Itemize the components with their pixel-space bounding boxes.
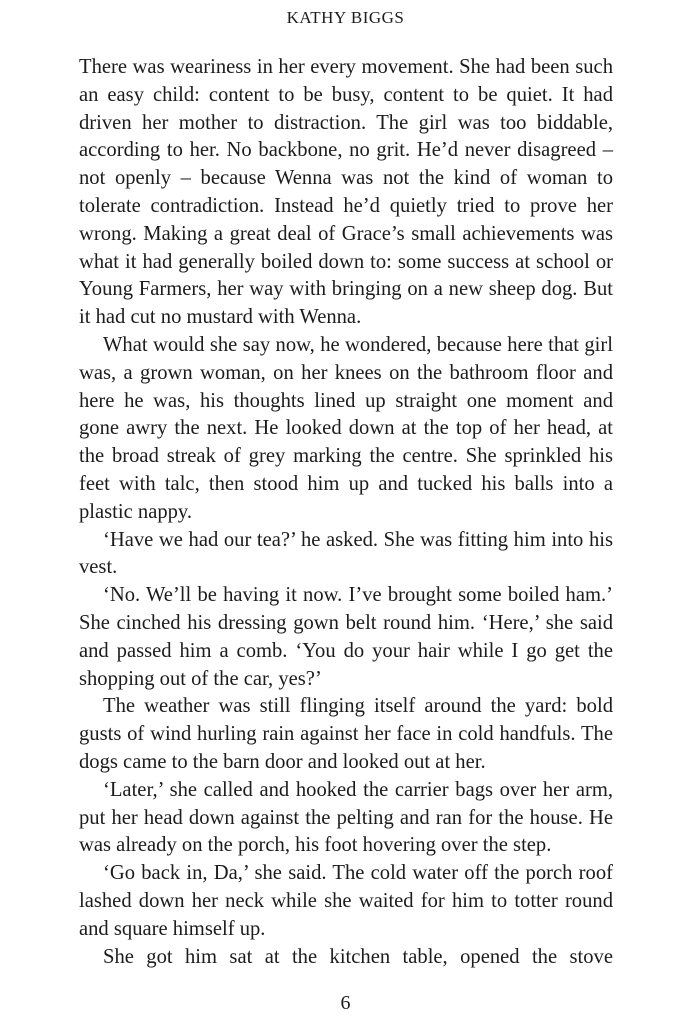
paragraph: ‘No. We’ll be having it now. I’ve brought some boiled ham.’ She cinched his dressing gown belt round him. ‘Here,’ she said and passed him a comb. ‘You do your hair while I go get the shopping out of the car, yes?’	[79, 584, 613, 690]
paragraph: What would she say now, he wondered, because here that girl was, a grown woman, on her knees on the bathroom floor and here he was, his thoughts lined up straight one moment and gone awry the next. He looked down at the top of her head, at the broad streak of grey marking the centre. She sprinkled his feet with talc, then stood him up and tucked his balls into a plastic nappy.	[79, 333, 613, 523]
running-head: KATHY BIGGS	[286, 8, 405, 27]
page-number: 6	[340, 992, 351, 1014]
paragraph: She got him sat at the kitchen table, opened the stove	[103, 945, 613, 968]
paragraph: ‘Later,’ she called and hooked the carrier bags over her arm, put her head down against the pelting and ran for the house. He was already on the porch, his foot hovering over the step.	[79, 778, 613, 857]
paragraph: There was weariness in her every movement. She had been such an easy child: content to be busy, content to be quiet. It had driven her mother to distraction. The girl was too biddable, according to her. No backbone, no grit. He’d never disagreed – not openly – because Wenna was not the kind of woman to tolerate contradiction. Instead he’d quietly tried to prove her wrong. Making a great deal of Grace’s small achievements was what it had generally boiled down to: some success at school or Young Farmers, her way with bringing on a new sheep dog. But it had cut no mustard with Wenna.	[79, 56, 613, 329]
paragraph: ‘Go back in, Da,’ she said. The cold water off the porch roof lashed down her neck while she waited for him to totter round and square himself up.	[79, 862, 613, 940]
paragraph: ‘Have we had our tea?’ he asked. She was fitting him into his vest.	[79, 528, 613, 579]
paragraph: The weather was still flinging itself around the yard: bold gusts of wind hurling rain against her face in cold handfuls. The dogs came to the barn door and looked out at her.	[79, 695, 613, 773]
body-text	[79, 54, 613, 971]
